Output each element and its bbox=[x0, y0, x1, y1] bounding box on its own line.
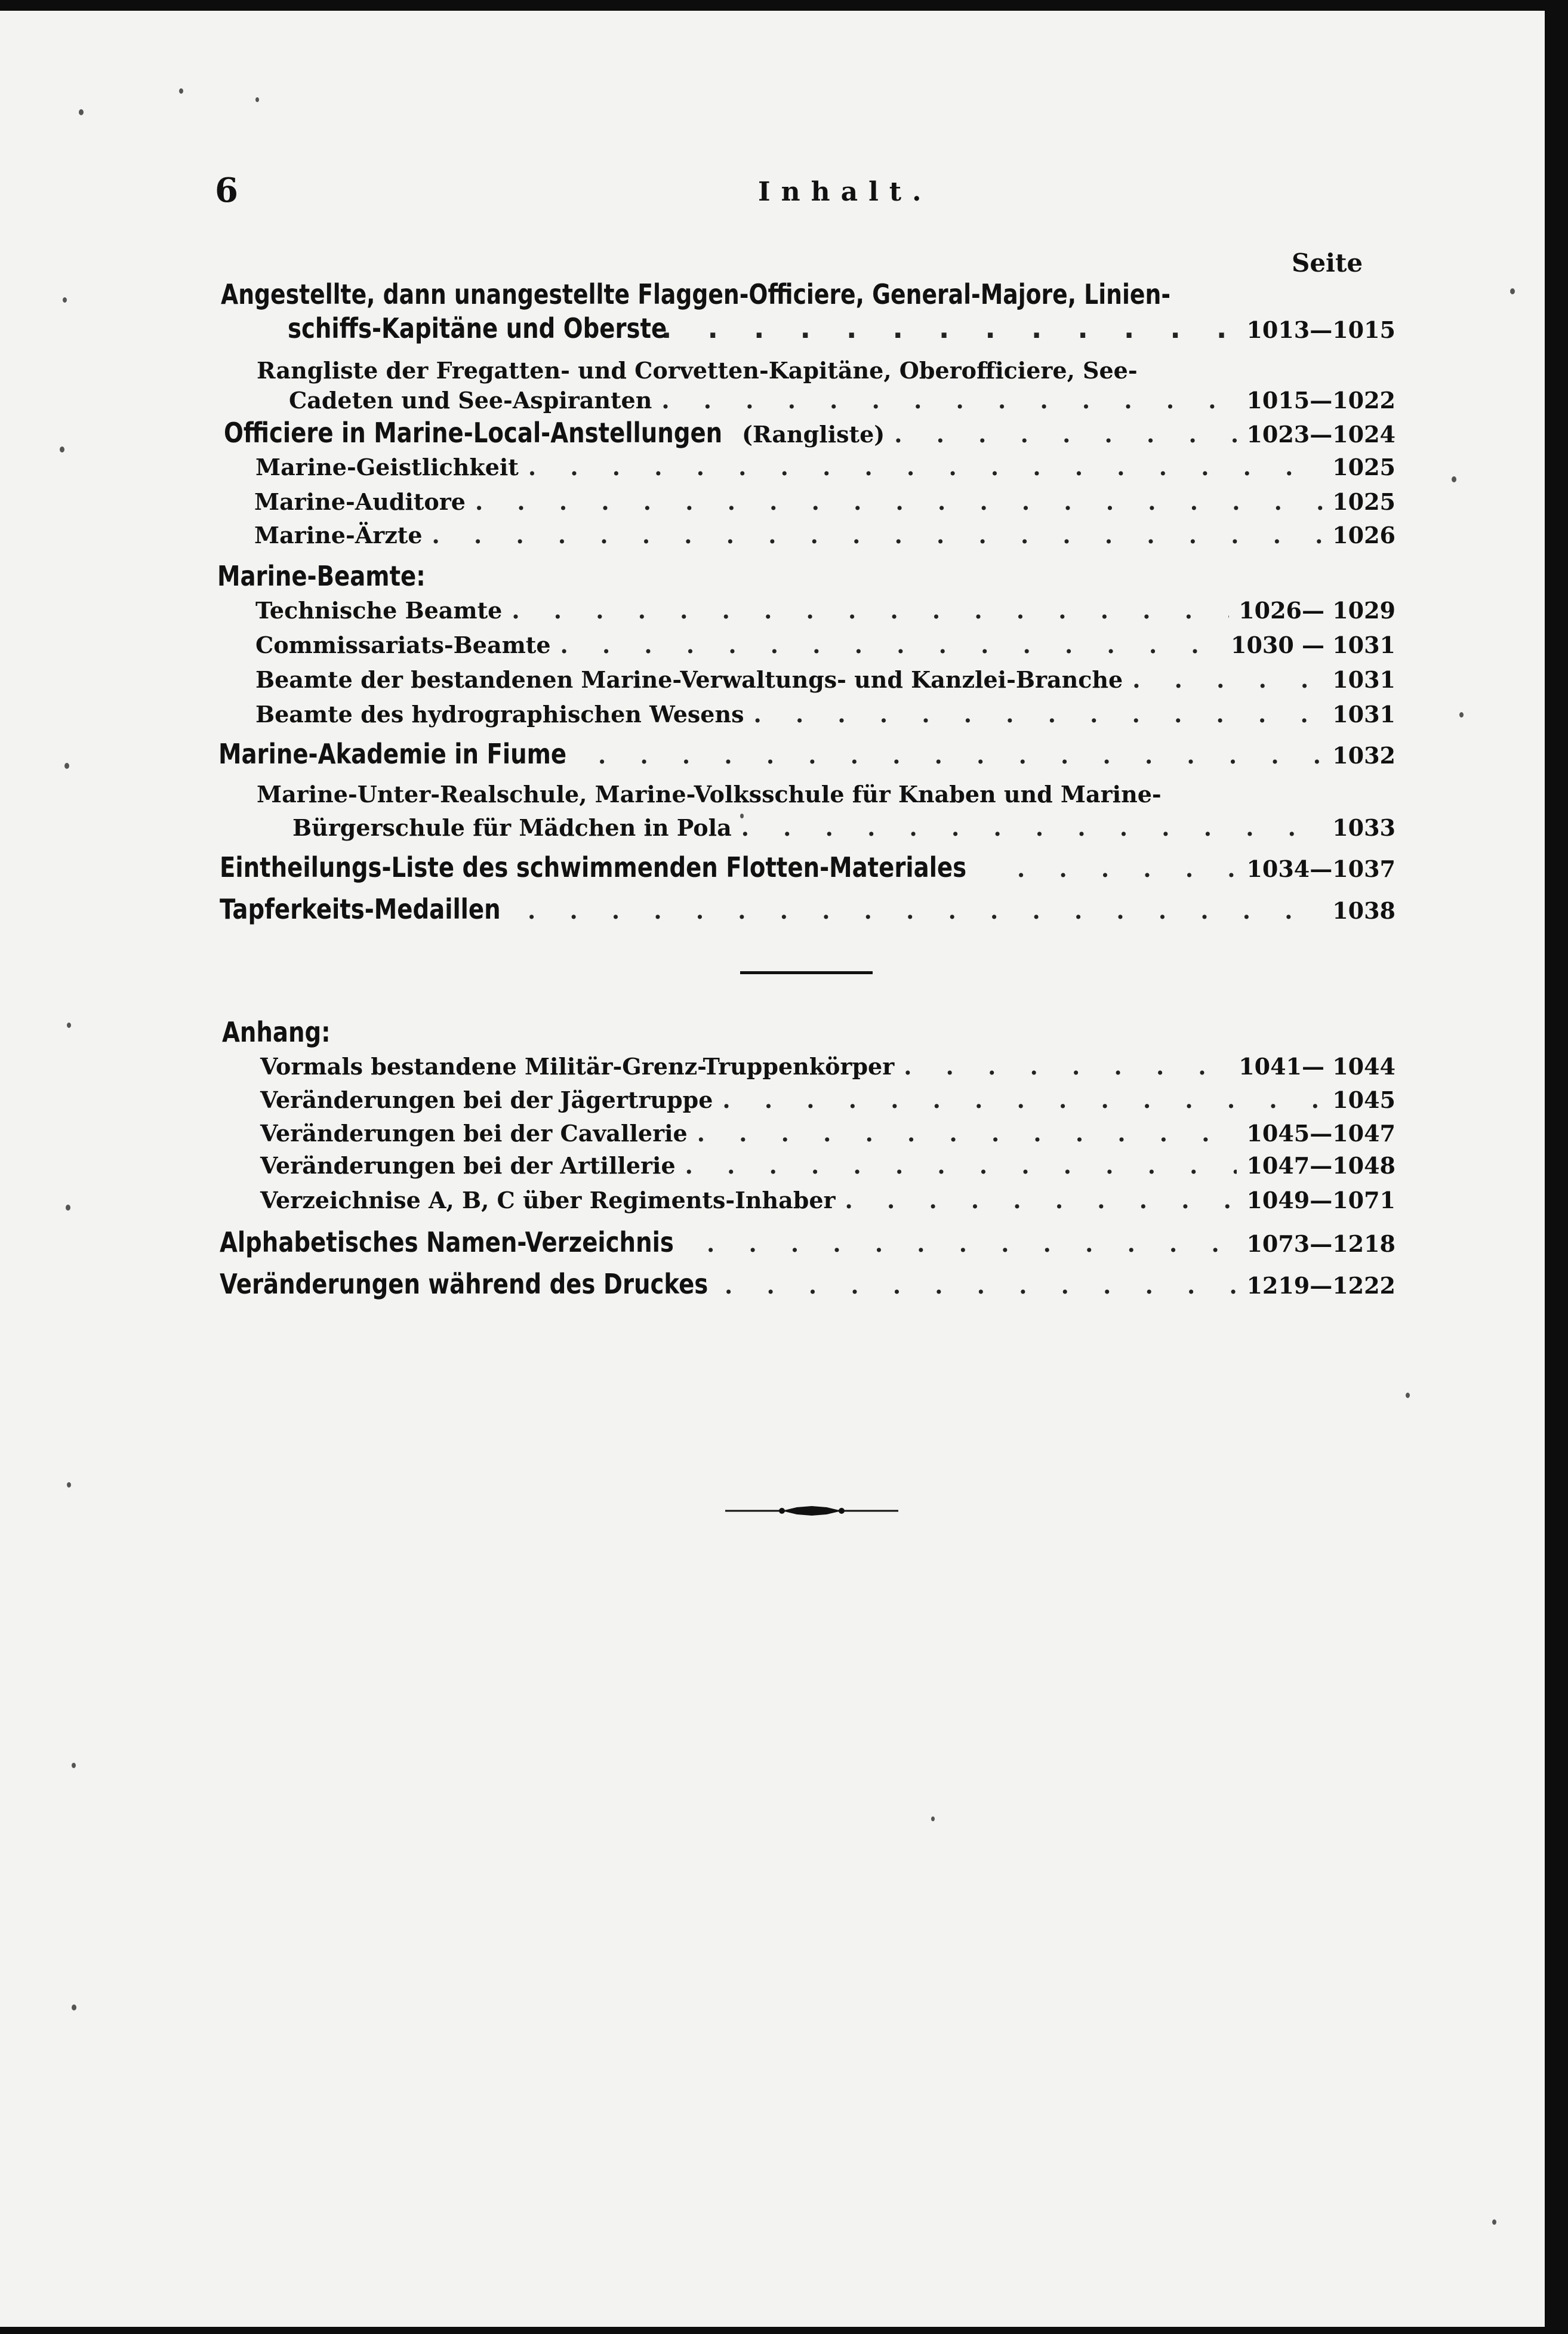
leader-dots bbox=[904, 1053, 1229, 1080]
toc-entry-pages: 1013—1015 bbox=[1246, 316, 1396, 343]
toc-entry-title: Beamte der bestandenen Marine-Verwaltungs- und Kanzlei-Branche bbox=[255, 666, 1123, 693]
section-divider bbox=[740, 971, 873, 974]
leader-dots bbox=[1132, 666, 1323, 693]
toc-entry-title: Vormals bestandene Militär-Grenz-Truppenkörper bbox=[260, 1053, 895, 1080]
toc-entry-title: Tapferkeits-Medaillen bbox=[220, 893, 501, 925]
leader-dots bbox=[707, 1230, 1237, 1257]
leader-dots bbox=[845, 1187, 1237, 1214]
toc-entry bbox=[220, 851, 1396, 883]
toc-entry-title: Marine-Auditore bbox=[254, 488, 466, 515]
toc-entry-pages: 1047—1048 bbox=[1246, 1152, 1396, 1179]
toc-entry bbox=[254, 522, 1396, 549]
leader-dots bbox=[661, 312, 1237, 344]
toc-entry-title: Marine-Akademie in Fiume bbox=[218, 738, 567, 770]
toc-entry-pages: 1031 bbox=[1332, 701, 1396, 728]
leader-dots bbox=[432, 522, 1323, 549]
section-heading: Marine-Beamte: bbox=[217, 560, 426, 592]
toc-entry-title: Marine-Unter-Realschule, Marine-Volksschule für Knaben und Marine- bbox=[257, 781, 1162, 808]
running-title: Inhalt. bbox=[758, 177, 932, 207]
toc-entry-title: Angestellte, dann unangestellte Flaggen-Officiere, General-Majore, Linien- bbox=[221, 278, 1171, 310]
toc-entry bbox=[289, 387, 1396, 414]
appendix-heading: Anhang: bbox=[222, 1016, 331, 1048]
leader-dots bbox=[741, 814, 1323, 841]
leader-dots bbox=[894, 421, 1237, 448]
toc-entry-pages: 1025 bbox=[1332, 488, 1396, 515]
toc-entry-pages: 1038 bbox=[1332, 897, 1396, 924]
toc-entry-pages: 1219—1222 bbox=[1246, 1272, 1396, 1299]
toc-entry-title: Bürgerschule für Mädchen in Pola bbox=[292, 814, 732, 841]
justified-line bbox=[257, 357, 1224, 384]
page-number: 6 bbox=[215, 171, 238, 210]
toc-entry bbox=[255, 701, 1396, 728]
toc-entry-pages: 1073—1218 bbox=[1246, 1230, 1396, 1257]
leader-dots bbox=[475, 488, 1323, 515]
toc-entry-pages: 1032 bbox=[1332, 742, 1396, 769]
toc-entry bbox=[255, 597, 1396, 624]
toc-entry-title: Commissariats-Beamte bbox=[255, 632, 551, 658]
leader-dots bbox=[528, 454, 1323, 481]
leader-dots bbox=[598, 742, 1323, 769]
toc-entry-pages: 1041— 1044 bbox=[1239, 1053, 1396, 1080]
toc-entry-title: Veränderungen bei der Cavallerie bbox=[260, 1120, 688, 1147]
toc-entry bbox=[255, 454, 1396, 481]
toc-entry-pages: 1045—1047 bbox=[1246, 1120, 1396, 1147]
toc-entry-title-line: Rangliste der Fregatten- und Corvetten-Kapitäne, Oberofficiere, See- bbox=[257, 357, 1138, 384]
toc-entry bbox=[220, 893, 1396, 925]
toc-entry-title: Veränderungen während des Druckes bbox=[220, 1268, 708, 1300]
toc-entry-title: schiffs-Kapitäne und Oberste bbox=[288, 312, 667, 344]
toc-entry-title: Veränderungen bei der Artillerie bbox=[260, 1152, 676, 1179]
toc-entry-title: Officiere in Marine-Local-Anstellungen bbox=[224, 417, 723, 449]
toc-entry-pages: 1023—1024 bbox=[1246, 421, 1396, 448]
toc-entry bbox=[220, 1268, 1396, 1300]
toc-entry-pages: 1033 bbox=[1332, 814, 1396, 841]
toc-entry-title: Cadeten und See-Aspiranten bbox=[289, 387, 652, 414]
page-column-label: Seite bbox=[1292, 248, 1363, 278]
toc-entry bbox=[255, 632, 1396, 658]
leader-dots bbox=[560, 632, 1222, 658]
toc-entry-title bbox=[257, 357, 1224, 384]
toc-entry-pages: 1034—1037 bbox=[1246, 855, 1396, 882]
toc-entry-pages: 1031 bbox=[1332, 666, 1396, 693]
toc-entry-pages: 1045 bbox=[1332, 1086, 1396, 1113]
toc-entry bbox=[260, 1120, 1396, 1147]
toc-entry-pages: 1026 bbox=[1332, 522, 1396, 549]
table-of-contents bbox=[0, 11, 1545, 2327]
toc-entry-title: Verzeichnise A, B, C über Regiments-Inhaber bbox=[260, 1187, 836, 1214]
toc-entry-title: Marine-Ärzte bbox=[254, 522, 423, 549]
leader-dots bbox=[722, 1086, 1323, 1113]
toc-entry-title: Eintheilungs-Liste des schwimmenden Flotten-Materiales bbox=[220, 851, 967, 883]
toc-entry bbox=[218, 738, 1396, 770]
leader-dots bbox=[512, 597, 1229, 624]
leader-dots bbox=[725, 1272, 1237, 1299]
toc-entry-title: Alphabetisches Namen-Verzeichnis bbox=[220, 1226, 674, 1258]
leader-dots bbox=[753, 701, 1323, 728]
leader-dots bbox=[1017, 855, 1237, 882]
toc-entry-note: (Rangliste) bbox=[742, 421, 885, 448]
toc-entry bbox=[254, 488, 1396, 515]
toc-entry bbox=[292, 814, 1396, 841]
toc-entry bbox=[260, 1053, 1396, 1080]
toc-entry bbox=[255, 666, 1396, 693]
toc-entry-pages: 1025 bbox=[1332, 454, 1396, 481]
ornament-divider bbox=[725, 1502, 898, 1520]
toc-entry-title: Beamte des hydrographischen Wesens bbox=[255, 701, 744, 728]
toc-entry-pages: 1026— 1029 bbox=[1239, 597, 1396, 624]
toc-entry-pages: 1015—1022 bbox=[1246, 387, 1396, 414]
leader-dots bbox=[685, 1152, 1237, 1179]
toc-entry bbox=[224, 417, 1396, 449]
toc-entry-title: Veränderungen bei der Jägertruppe bbox=[260, 1086, 713, 1113]
leader-dots bbox=[528, 897, 1323, 924]
toc-entry bbox=[260, 1152, 1396, 1179]
toc-entry bbox=[260, 1187, 1396, 1214]
toc-entry-title: Technische Beamte bbox=[255, 597, 503, 624]
book-page bbox=[0, 11, 1545, 2327]
toc-entry bbox=[220, 1226, 1396, 1258]
toc-entry-pages: 1049—1071 bbox=[1246, 1187, 1396, 1214]
toc-entry bbox=[260, 1086, 1396, 1113]
toc-entry bbox=[288, 312, 1396, 344]
toc-entry-pages: 1030 — 1031 bbox=[1231, 632, 1396, 658]
toc-entry-title: Marine-Geistlichkeit bbox=[255, 454, 519, 481]
leader-dots bbox=[697, 1120, 1237, 1147]
leader-dots bbox=[661, 387, 1237, 414]
